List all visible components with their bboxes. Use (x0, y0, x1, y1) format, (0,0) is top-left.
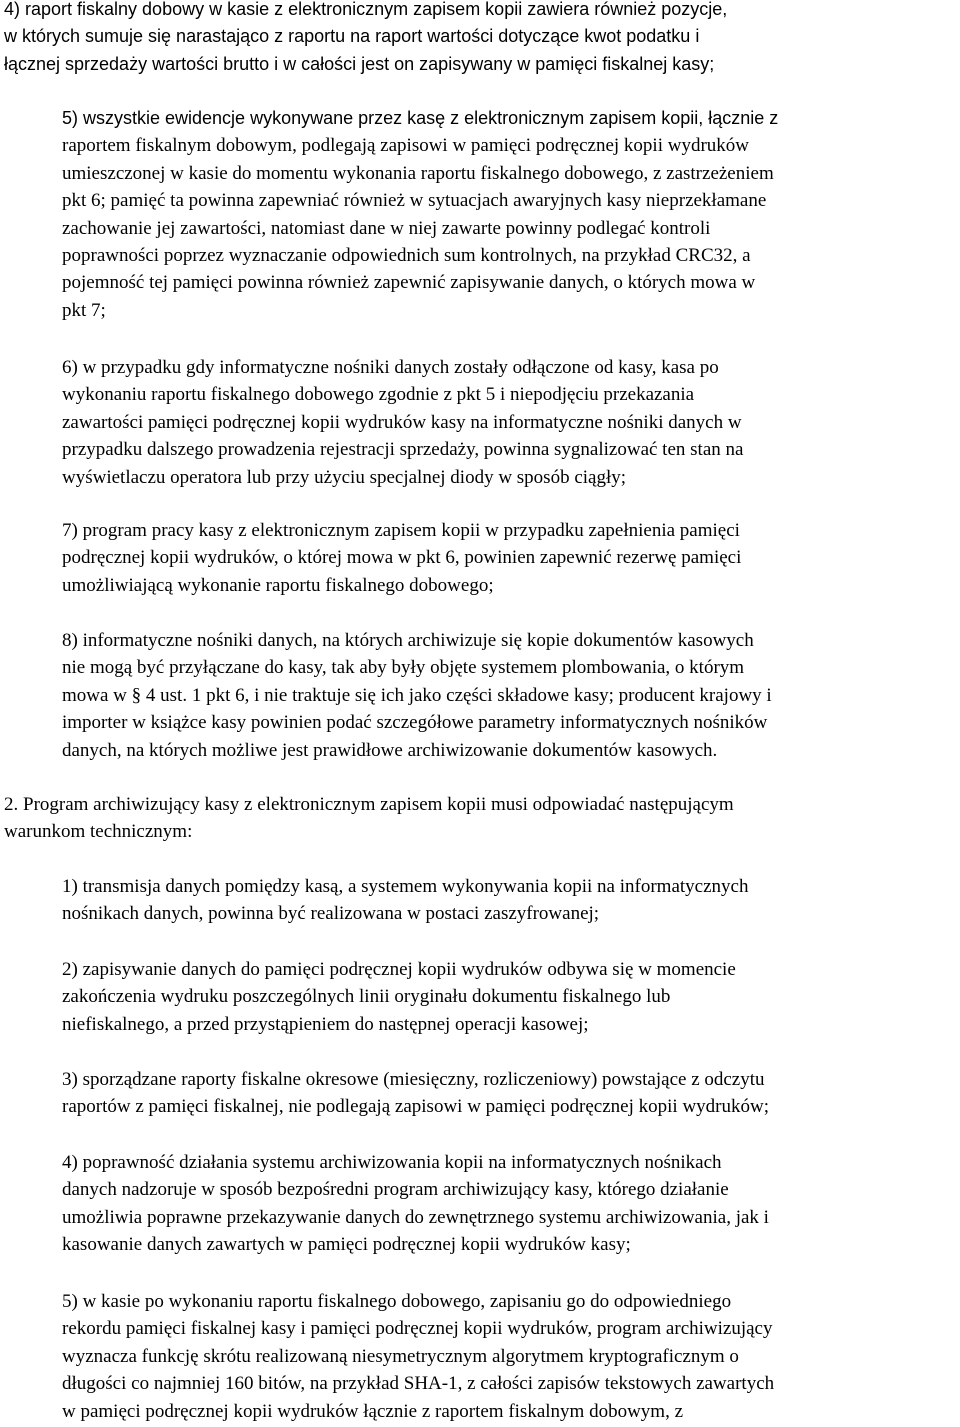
paragraph-point-5-body (62, 132, 956, 324)
text-line: 2) zapisywanie danych do pamięci podręcznej kopii wydruków odbywa się w momencie (62, 959, 736, 980)
text-line: nośnikach danych, powinna być realizowana w postaci zaszyfrowanej; (62, 903, 600, 925)
text-line: przypadku dalszego prowadzenia rejestracji sprzedaży, powinna sygnalizować ten stan na (62, 439, 744, 461)
text-line: wykonaniu raportu fiskalnego dobowego zgodnie z pkt 5 i niepodjęciu przekazania (62, 384, 695, 406)
text-line: w pamięci podręcznej kopii wydruków łącznie z raportem fiskalnym dobowym, z (62, 1400, 683, 1422)
text-line: 3) sporządzane raporty fiskalne okresowe (miesięczny, rozliczeniowy) powstające z odczytu (62, 1069, 765, 1090)
paragraph-point-8 (62, 627, 956, 764)
text-line: poprawności poprzez wyznaczanie odpowiednich sum kontrolnych, na przykład CRC32, a (62, 244, 751, 266)
text-line: zakończenia wydruku poszczególnych linii oryginału dokumentu fiskalnego lub (62, 986, 671, 1008)
text-line: podręcznej kopii wydruków, o której mowa w pkt 6, powinien zapewnić rezerwę pamięci (62, 547, 742, 569)
text-line: raportem fiskalnym dobowym, podlegają zapisowi w pamięci podręcznej kopii wydruków (62, 135, 749, 157)
text-line: nie mogą być przyłączane do kasy, tak aby były objęte systemem plombowania, o którym (62, 657, 745, 679)
text-line: wyznacza funkcję skrótu realizowaną niesymetrycznym algorytmem kryptograficznym o (62, 1345, 739, 1367)
paragraph-point-7 (62, 517, 956, 599)
text-line: mowa w § 4 ust. 1 pkt 6, i nie traktuje się ich jako części składowe kasy; producent krajowy i (62, 684, 772, 706)
text-line: w których sumuje się narastająco z raportu na raport wartości dotyczące kwot podatku i (4, 26, 700, 47)
text-line: pkt 7; (62, 299, 106, 321)
text-line: 5) wszystkie ewidencje wykonywane przez kasę z elektronicznym zapisem kopii, łącznie z (62, 108, 779, 128)
text-line: pojemność tej pamięci powinna również zapewnić zapisywanie danych, o których mowa w (62, 272, 756, 294)
section-2-point-3 (62, 1066, 956, 1121)
section-2-point-5 (62, 1288, 956, 1425)
text-line: wyświetlaczu operatora lub przy użyciu specjalnej diody w sposób ciągły; (62, 466, 627, 488)
paragraph-point-4 (4, 0, 956, 78)
text-line: 7) program pracy kasy z elektronicznym zapisem kopii w przypadku zapełnienia pamięci (62, 520, 740, 541)
text-line: 6) w przypadku gdy informatyczne nośniki danych zostały odłączone od kasy, kasa po (62, 357, 719, 378)
text-line: zachowanie jej zawartości, natomiast dane w niej zawarte powinny podlegać kontroli (62, 217, 711, 239)
text-line: umożliwia poprawne przekazywanie danych do zewnętrznego systemu archiwizowania, jak i (62, 1206, 769, 1228)
text-line: danych, na których możliwe jest prawidłowe archiwizowanie dokumentów kasowych. (62, 739, 718, 761)
text-line: umieszczonej w kasie do momentu wykonania raportu fiskalnego dobowego, z zastrzeżeniem (62, 162, 774, 184)
section-2-point-2 (62, 956, 956, 1038)
paragraph-point-6 (62, 354, 956, 491)
text-line: warunkom technicznym: (4, 821, 193, 843)
section-2-heading (4, 791, 956, 846)
text-line: raportów z pamięci fiskalnej, nie podlegają zapisowi w pamięci podręcznej kopii wydruków; (62, 1096, 769, 1118)
text-line: rekordu pamięci fiskalnej kasy i pamięci podręcznej kopii wydruków, program archiwizujący (62, 1318, 773, 1340)
text-line: 8) informatyczne nośniki danych, na których archiwizuje się kopie dokumentów kasowych (62, 630, 754, 651)
text-line: danych nadzoruje w sposób bezpośredni program archiwizujący kasy, którego działanie (62, 1179, 729, 1201)
text-line: umożliwiającą wykonanie raportu fiskalnego dobowego; (62, 574, 494, 596)
text-line: 5) w kasie po wykonaniu raportu fiskalnego dobowego, zapisaniu go do odpowiedniego (62, 1291, 732, 1312)
paragraph-point-5 (62, 105, 956, 132)
text-line: pkt 6; pamięć ta powinna zapewniać również w sytuacjach awaryjnych kasy nieprzekłamane (62, 190, 767, 212)
text-line: niefiskalnego, a przed przystąpieniem do następnej operacji kasowej; (62, 1013, 589, 1035)
text-line: kasowanie danych zawartych w pamięci podręcznej kopii wydruków kasy; (62, 1234, 631, 1256)
text-line: importer w książce kasy powinien podać szczegółowe parametry informatycznych nośników (62, 712, 768, 734)
text-line: 4) poprawność działania systemu archiwizowania kopii na informatycznych nośnikach (62, 1152, 722, 1173)
text-line: 1) transmisja danych pomiędzy kasą, a systemem wykonywania kopii na informatycznych (62, 876, 749, 897)
text-line: łącznej sprzedaży wartości brutto i w całości jest on zapisywany w pamięci fiskalnej kasy; (4, 53, 715, 74)
text-line: 4) raport fiskalny dobowy w kasie z elektronicznym zapisem kopii zawiera również pozycje, (4, 0, 728, 19)
section-2-point-1 (62, 873, 956, 928)
text-line: zawartości pamięci podręcznej kopii wydruków kasy na informatyczne nośniki danych w (62, 411, 742, 433)
text-line: długości co najmniej 160 bitów, na przykład SHA-1, z całości zapisów tekstowych zawartych (62, 1373, 775, 1395)
text-line: 2. Program archiwizujący kasy z elektronicznym zapisem kopii musi odpowiadać następującym (4, 794, 734, 815)
section-2-point-4 (62, 1149, 956, 1259)
